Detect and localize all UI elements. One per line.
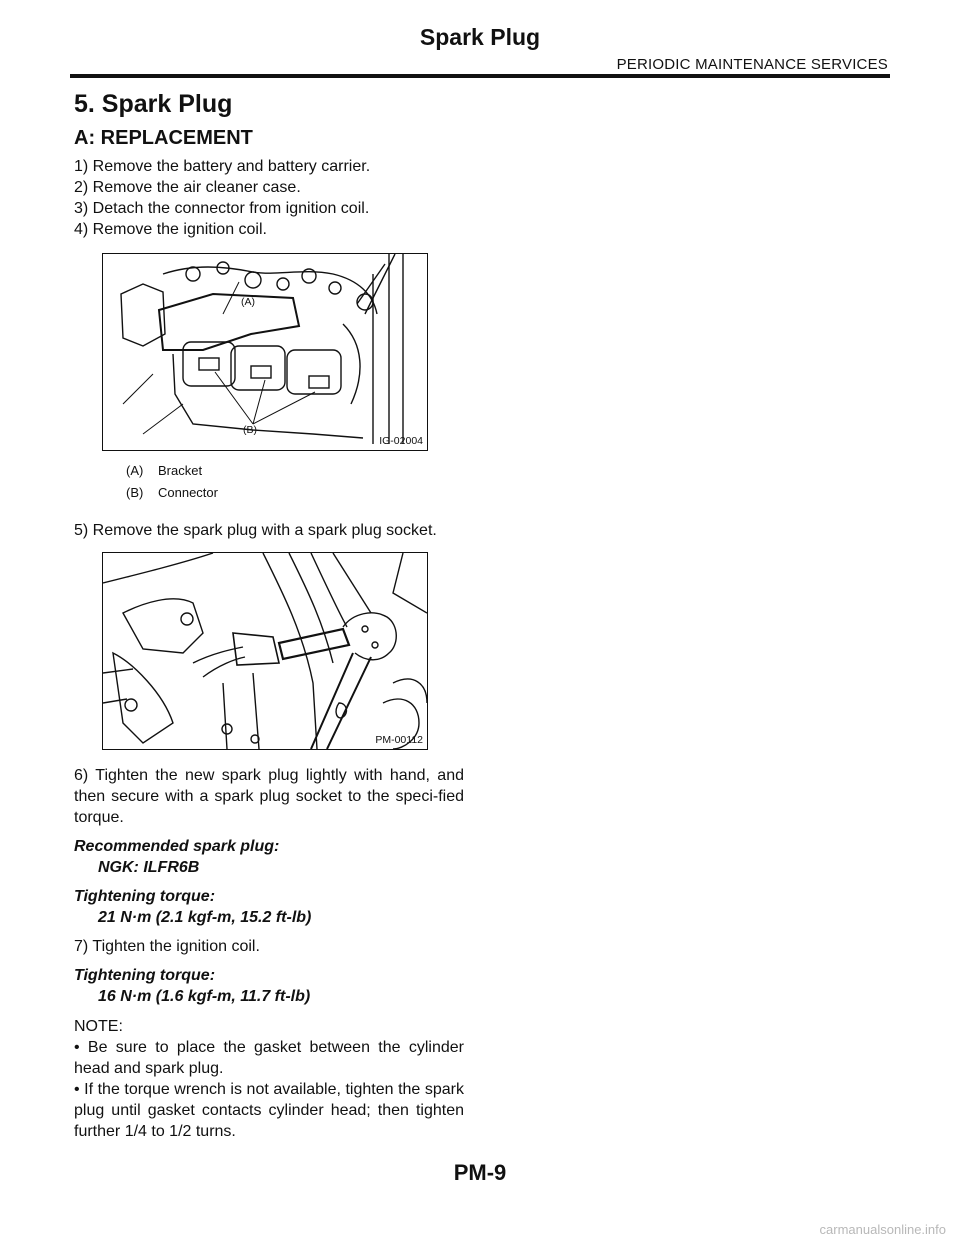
section-heading: 5. Spark Plug bbox=[74, 90, 233, 118]
spec-spark-plug bbox=[74, 836, 464, 878]
legend-key: (B) bbox=[126, 484, 144, 500]
spec-value: 21 N·m (2.1 kgf-m, 15.2 ft-lb) bbox=[98, 909, 312, 926]
legend-label: Connector bbox=[158, 484, 218, 500]
note-block bbox=[74, 1016, 464, 1142]
engine-drawing-2 bbox=[103, 553, 427, 749]
subsection-heading: A: REPLACEMENT bbox=[74, 127, 253, 149]
callout-b: (B) bbox=[243, 424, 257, 436]
legend-label: Bracket bbox=[158, 462, 203, 478]
figure-id: IG-02004 bbox=[379, 435, 423, 447]
step-7: 7) Tighten the ignition coil. bbox=[74, 938, 260, 955]
header-divider bbox=[70, 74, 890, 78]
spec-torque-coil bbox=[74, 965, 464, 1007]
note-label: NOTE: bbox=[74, 1018, 123, 1035]
page-title: Spark Plug bbox=[419, 24, 541, 50]
callout-a: (A) bbox=[241, 296, 255, 308]
engine-drawing-1 bbox=[103, 254, 427, 450]
spec-label: Tightening torque: bbox=[74, 888, 216, 905]
legend-key: (A) bbox=[126, 462, 144, 478]
section-name: PERIODIC MAINTENANCE SERVICES bbox=[616, 56, 888, 73]
ignition-coil-figure bbox=[102, 253, 428, 451]
spec-value: 16 N·m (1.6 kgf-m, 11.7 ft-lb) bbox=[98, 988, 311, 1005]
spec-label: Tightening torque: bbox=[74, 967, 216, 984]
step-5: 5) Remove the spark plug with a spark plug socket. bbox=[74, 522, 437, 539]
step-2: 2) Remove the air cleaner case. bbox=[74, 179, 301, 196]
main-column bbox=[74, 86, 464, 1142]
step-6: 6) Tighten the new spark plug lightly with hand, and then secure with a spark plug socket to the speci-fied torque. bbox=[74, 767, 464, 826]
figure-legend bbox=[126, 459, 464, 503]
note-item: • Be sure to place the gasket between the cylinder head and spark plug. bbox=[74, 1039, 464, 1077]
step-4: 4) Remove the ignition coil. bbox=[74, 221, 267, 238]
step-1: 1) Remove the battery and battery carrier. bbox=[74, 158, 371, 175]
legend-item bbox=[126, 481, 464, 503]
legend-item bbox=[126, 459, 464, 481]
watermark: carmanualsonline.info bbox=[819, 1222, 946, 1237]
spec-torque-plug bbox=[74, 886, 464, 928]
figure-id: PM-00112 bbox=[375, 734, 423, 746]
spark-plug-socket-figure bbox=[102, 552, 428, 750]
step-3: 3) Detach the connector from ignition coil. bbox=[74, 200, 370, 217]
note-item: • If the torque wrench is not available, tighten the spark plug until gasket contacts cylinder head; then tighten further 1/4 to 1/2 turns. bbox=[74, 1081, 464, 1140]
spec-value: NGK: ILFR6B bbox=[98, 859, 200, 876]
steps-list bbox=[74, 156, 464, 240]
spec-label: Recommended spark plug: bbox=[74, 838, 280, 855]
page-number: PM-9 bbox=[453, 1160, 507, 1185]
